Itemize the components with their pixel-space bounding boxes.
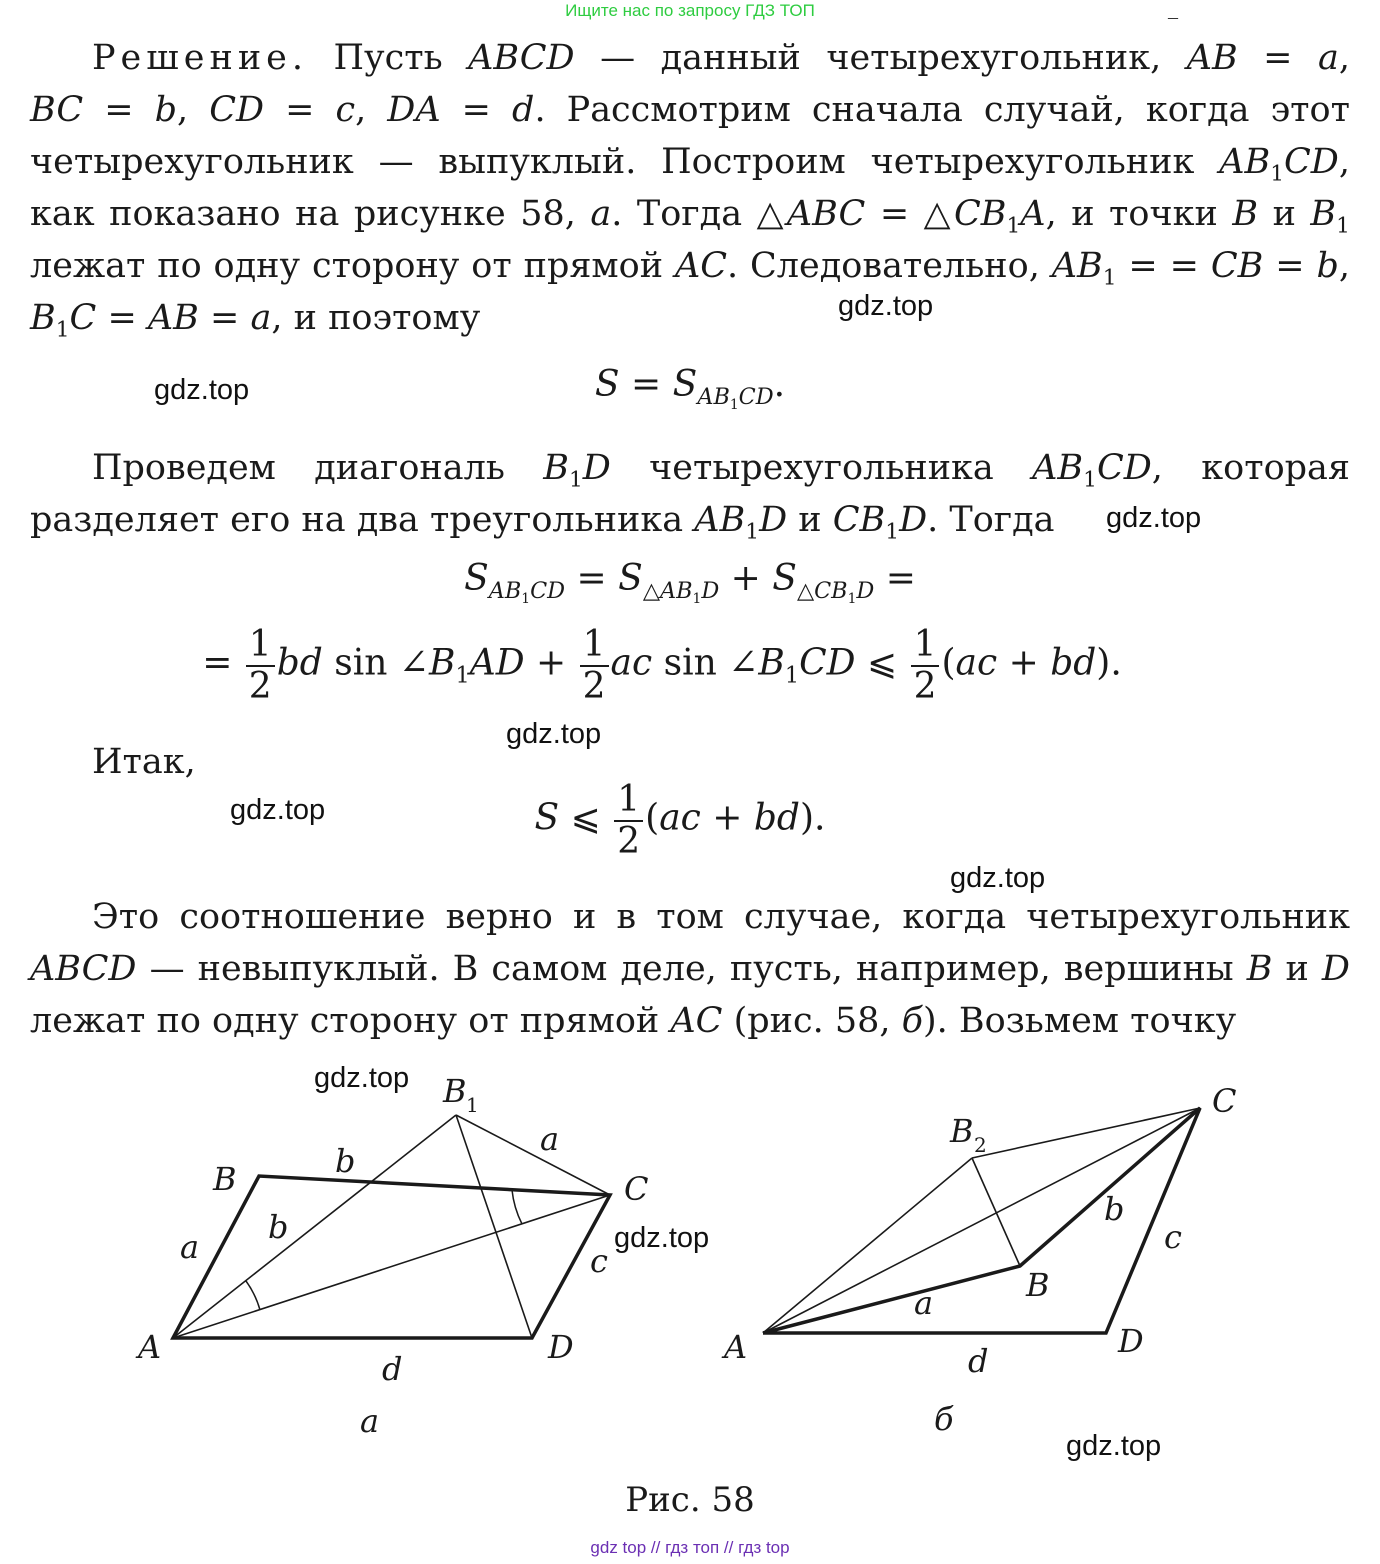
segment-b2c: [972, 1108, 1200, 1158]
watermark: gdz.top: [838, 290, 934, 322]
label-b-point-a: A: [724, 1328, 748, 1366]
label-b-point-b2-sub: 2: [974, 1133, 987, 1157]
label-a-point-c: C: [624, 1170, 649, 1208]
label-a-side-b2: b: [268, 1208, 289, 1246]
watermark: gdz.top: [614, 1222, 710, 1254]
label-a-point-d: D: [548, 1328, 574, 1366]
top-banner[interactable]: Ищите нас по запросу ГДЗ ТОП: [565, 1, 815, 20]
paragraph-4: Это соотношение верно и в том случае, когда четырехугольник ABCD — невыпуклый. В самом деле, пусть, например, вершины B и D лежат по одну сторону от прямой AC (рис. 58, б). Возьмем точку: [30, 897, 1350, 1041]
solution-word: Решение.: [92, 38, 309, 78]
angle-arc-a: [246, 1281, 260, 1310]
watermark: gdz.top: [506, 718, 602, 750]
watermark: gdz.top: [154, 374, 250, 406]
label-a-point-b1: B: [443, 1072, 467, 1110]
equation-area-equal: $S = S_{AB_1CD}$.: [594, 364, 786, 413]
label-a-side-a: a: [180, 1228, 200, 1266]
label-a-side-d: d: [382, 1350, 403, 1388]
label-a-side-b: b: [335, 1142, 356, 1180]
figure-caption: Рис. 58: [625, 1480, 755, 1520]
watermark: gdz.top: [950, 862, 1046, 894]
label-b-side-d: d: [968, 1342, 989, 1380]
paragraph-3: Итак,: [92, 742, 196, 782]
label-b-side-b: b: [1104, 1190, 1125, 1228]
label-a-sub: а: [360, 1402, 380, 1440]
label-b-side-a: a: [914, 1284, 934, 1322]
label-b-side-c: c: [1164, 1218, 1182, 1256]
watermark: gdz.top: [1066, 1430, 1162, 1462]
watermark: gdz.top: [314, 1062, 410, 1094]
label-b-point-b2: B: [950, 1112, 974, 1150]
equation-result: S ⩽ $\frac{1}{2}$ (ac + bd).: [534, 779, 826, 862]
label-a-side-a2: a: [540, 1120, 560, 1158]
label-b-point-d: D: [1118, 1322, 1144, 1360]
figure-a-labels: [135, 1072, 648, 1440]
figure-58: [0, 1060, 1380, 1480]
quad-abcd: [173, 1176, 610, 1338]
label-b-point-c: C: [1212, 1082, 1237, 1120]
label-a-point-b: B: [213, 1160, 237, 1198]
equation-sum-triangles: $S_{AB_1CD} = S_{\triangle AB_1D} + S_{\triangle CB_1D}$ =: [464, 558, 916, 607]
paragraph-1: Решение. Пусть ABCD — данный четырехугольник, AB = a, BC = b, CD = c, DA = d. Рассмотрим сначала случай, когда этот четырехугольник — выпуклый. Построим четырехугольник $AB_1CD$, как показано на рисунке 58, a. Тогда △ABC = $\triangle CB_1A$, и точки B и $B_1$ лежат по одну сторону от прямой AC. Следовательно, $AB_1$ = = CB = b, $B_1C$ = AB = a, и поэтому: [30, 38, 1350, 343]
equation-inequality: = $\frac{1}{2}$ bd $\sin \angle B_1AD$ + $\frac{1}{2}$ ac $\sin \angle B_1CD$ ⩽ $\frac{1}{2}$ (ac + bd).: [202, 624, 1122, 707]
figure-b-labels: [721, 1082, 1236, 1438]
label-b-sub: б: [934, 1400, 954, 1438]
label-a-point-a: A: [138, 1328, 162, 1366]
segment-ab1: [173, 1115, 456, 1338]
angle-arc-c: [512, 1190, 522, 1224]
segment-b2b: [972, 1158, 1020, 1266]
label-b-point-b: B: [1026, 1266, 1050, 1304]
label-a-side-c: c: [590, 1242, 608, 1280]
watermark: gdz.top: [1106, 502, 1202, 534]
watermark: gdz.top: [230, 794, 326, 826]
bottom-banner[interactable]: gdz top // гдз топ // гдз top: [590, 1538, 790, 1557]
dash-mark: –: [1168, 6, 1178, 28]
label-a-point-b1-sub: 1: [466, 1093, 479, 1117]
paragraph-2: Проведем диагональ $B_1D$ четырехугольника $AB_1CD$, которая разделяет его на два треугольника $AB_1D$ и $CB_1D$. Тогда: [30, 448, 1350, 545]
